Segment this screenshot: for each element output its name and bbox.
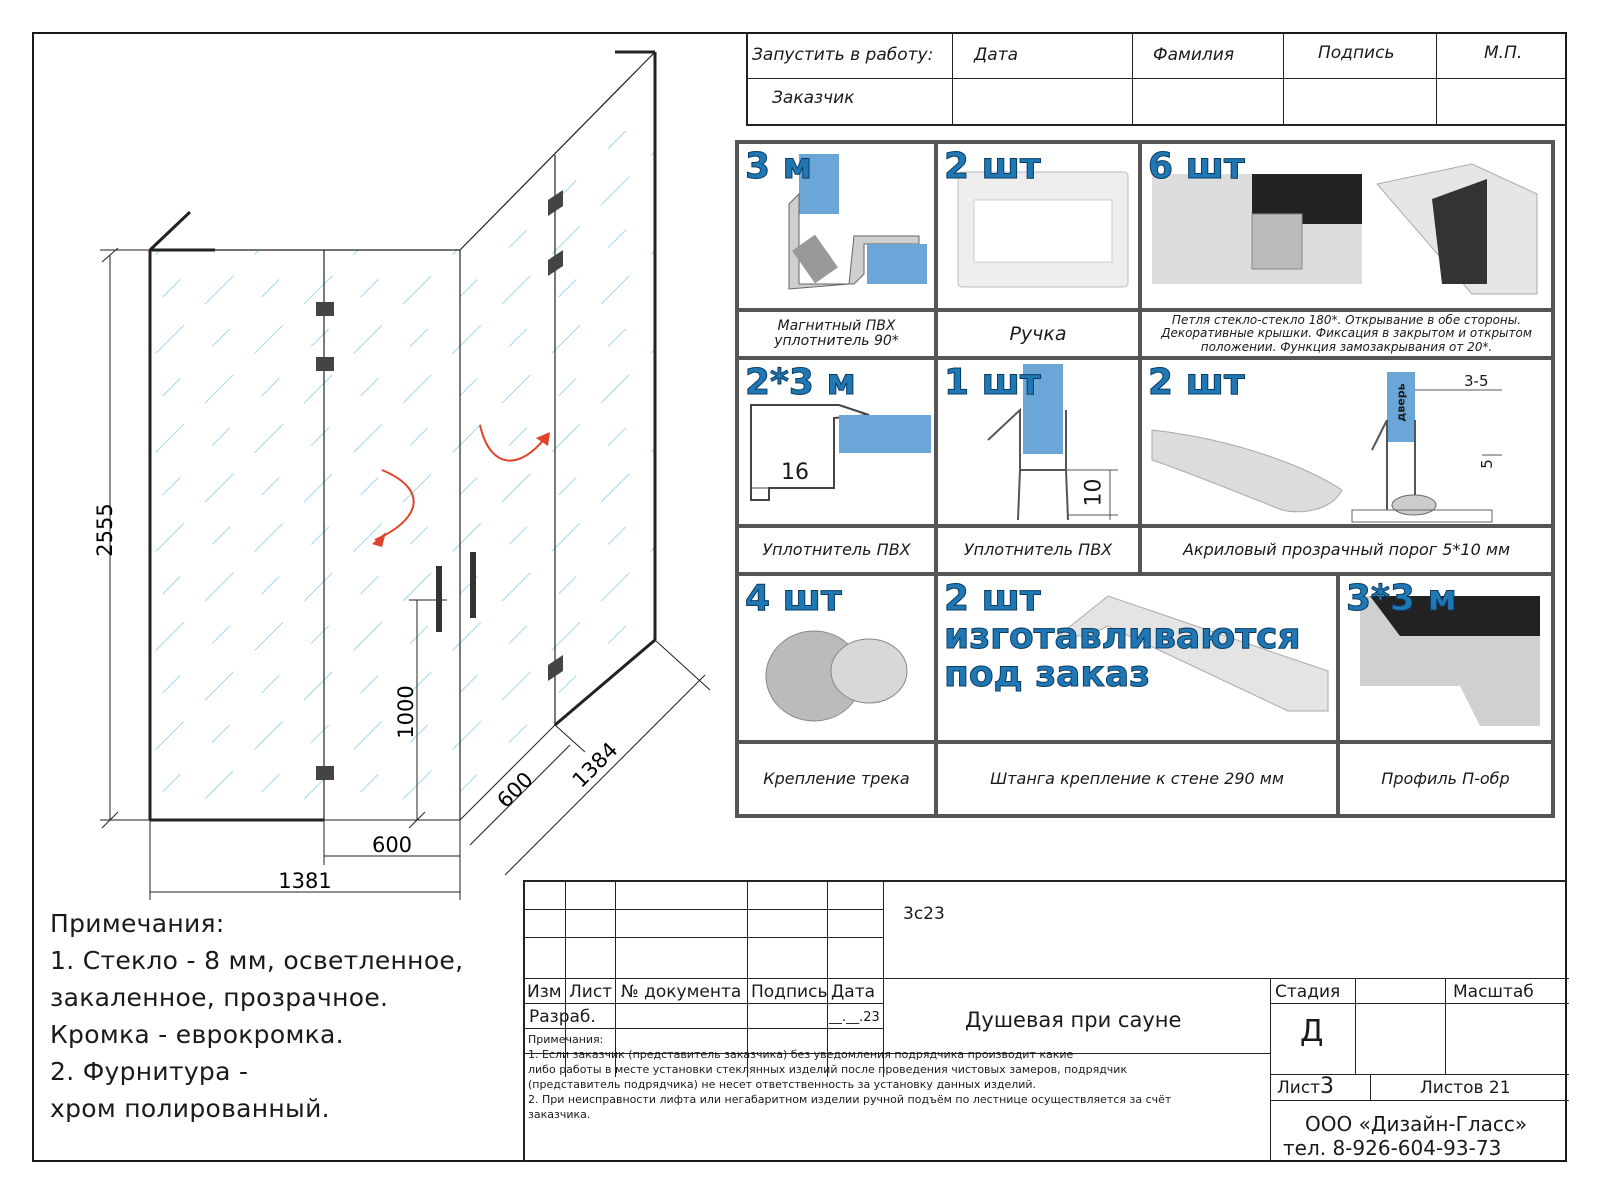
launch-stamp: [746, 32, 1567, 126]
col-sign: Подпись: [751, 982, 828, 1002]
company-phone: тел. 8-926-604-93-73: [1283, 1136, 1502, 1160]
part-wall-bar: 2 шт изготавливаются под заказ: [938, 576, 1336, 740]
stage-label: Стадия: [1275, 982, 1341, 1002]
note-line-3: Кромка - еврокромка.: [50, 1020, 344, 1049]
note-line-5: хром полированный.: [50, 1094, 330, 1123]
caption-pvc-seal-2: Уплотнитель ПВХ: [938, 528, 1138, 572]
company-name: ООО «Дизайн-Гласс»: [1305, 1112, 1528, 1136]
razrab-label: Разраб.: [529, 1007, 596, 1027]
part-magnetic-seal: 3 м: [739, 144, 934, 308]
col-izm: Изм: [527, 982, 562, 1002]
title-block: [523, 880, 1567, 1162]
signature-label: Подпись: [1318, 43, 1395, 63]
main-notes: [50, 905, 463, 1127]
door-label: дверь: [1394, 383, 1408, 422]
part-u-profile: 3*3 м: [1340, 576, 1551, 740]
mp-label: М.П.: [1484, 43, 1523, 63]
date-label: Дата: [974, 45, 1019, 65]
caption-hinge: Петля стекло-стекло 180*. Открывание в обе стороны. Декоративные крышки. Фиксация в закрытом и открытом положении. Функция замозакрывания от 20*.: [1142, 312, 1551, 356]
surname-label: Фамилия: [1153, 45, 1235, 65]
note-line-4: 2. Фурнитура -: [50, 1057, 249, 1086]
part-hinge: 6 шт: [1142, 144, 1551, 308]
col-doc-no: № документа: [621, 982, 742, 1002]
caption-threshold: Акриловый прозрачный порог 5*10 мм: [1142, 528, 1551, 572]
dim-5: 5: [1477, 459, 1496, 469]
caption-u-profile: Профиль П-обр: [1340, 744, 1551, 814]
col-date: Дата: [831, 982, 876, 1002]
caption-track-mount: Крепление трека: [739, 744, 934, 814]
dim-total-width: 1381: [278, 869, 332, 893]
title-notes: Примечания: 1. Если заказчик (представитель заказчика) без уведомления подрядчика производит какие либо работы в месте установки стеклянных изделий после проведения чистовых замеров, подрядчик (представитель подрядчика) не несет ответственность за установку данных изделий. 2. При неисправности лифта или негабаритном изделии ручной подъём по лестнице осуществляется за счёт заказчика.: [528, 1033, 1172, 1121]
caption-pvc-seal-1: Уплотнитель ПВХ: [739, 528, 934, 572]
dim-handle-height: 1000: [394, 685, 418, 739]
dim-16: 16: [781, 460, 809, 485]
sheet-number: 3: [1320, 1074, 1334, 1099]
caption-magnetic-seal: Магнитный ПВХ уплотнитель 90*: [739, 312, 934, 356]
customer-label: Заказчик: [772, 88, 855, 108]
dim-3-5: 3-5: [1464, 372, 1489, 390]
run-label: Запустить в работу:: [752, 45, 934, 65]
part-pvc-seal-1: 2*3 м 16: [739, 360, 934, 524]
project-name: Душевая при сауне: [965, 1008, 1182, 1032]
caption-handle: Ручка: [938, 312, 1138, 356]
stage-value: Д: [1300, 1014, 1324, 1049]
col-list: Лист: [569, 982, 613, 1002]
dim-10: 10: [1081, 478, 1107, 507]
note-line-2: закаленное, прозрачное.: [50, 983, 389, 1012]
part-threshold: 2 шт 3-5 5 дверь: [1142, 360, 1551, 524]
part-pvc-seal-2: 1 шт 10: [938, 360, 1138, 524]
scale-label: Масштаб: [1453, 982, 1534, 1002]
dim-side-total: 1384: [567, 737, 623, 793]
caption-wall-bar: Штанга крепление к стене 290 мм: [938, 744, 1336, 814]
part-handle: 2 шт: [938, 144, 1138, 308]
sheets-total: Листов 21: [1420, 1078, 1511, 1098]
parts-table: [735, 140, 1555, 818]
note-line-1: 1. Стекло - 8 мм, осветленное,: [50, 946, 464, 975]
dim-side-door: 600: [492, 767, 538, 813]
drawing-code: 3с23: [903, 904, 945, 924]
part-track-mount: 4 шт: [739, 576, 934, 740]
shower-drawing: [0, 0, 740, 900]
dim-height: 2555: [93, 503, 117, 557]
sheet-label: Лист: [1277, 1078, 1321, 1098]
notes-title: Примечания:: [50, 909, 225, 938]
dim-door-width: 600: [371, 833, 413, 857]
date-value: __.__.23: [829, 1010, 880, 1025]
